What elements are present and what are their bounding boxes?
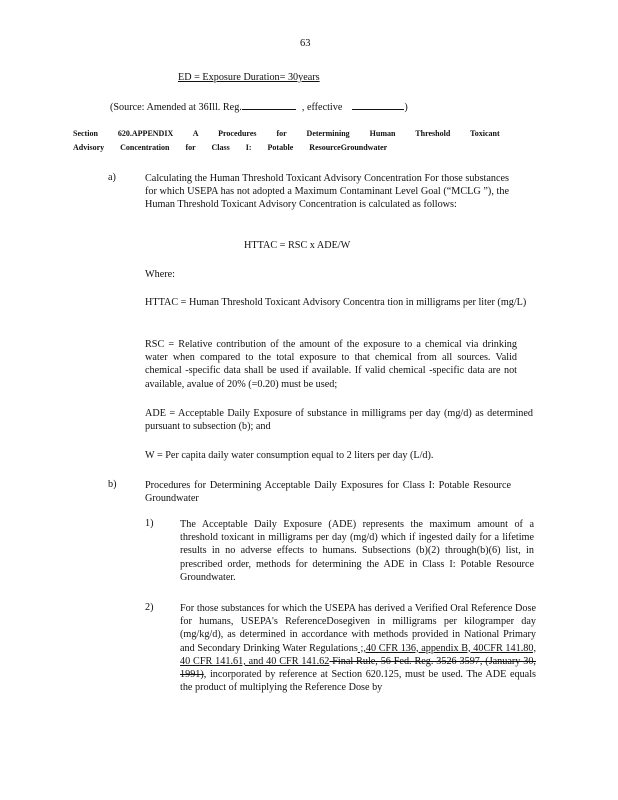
item-a-text: Calculating the Human Threshold Toxicant Advisory Concentration For those substances for which USEPA has not adopted a Maximum Contaminant Level Goal (“MCLG ”), the Human Threshold Toxicant Advisory Concentration is calculated as follows: — [145, 173, 509, 211]
source-mid: , effective — [301, 102, 343, 113]
item-b-text: Procedures for Determining Acceptable Daily Exposures for Class I: Potable Resource Groundwater — [145, 480, 511, 505]
definition-ade: ADE = Acceptable Daily Exposure of substance in milligrams per day (mg/d) as determined pursuant to subsection (b); and — [145, 408, 533, 433]
item-b2-text-before: For those substances for which the USEPA has derived a Verified Oral Reference Dose for humans, USEPA's ReferenceDosegiven in milligrams per kilogramper day (mg/kg/d), as determined in accordance with methods provided in National Primary and Secondary Drinking Water Regulations — [180, 603, 536, 654]
item-b1-text: The Acceptable Daily Exposure (ADE) represents the maximum amount of a threshold toxicant in milligrams per day (mg/d) which if ingested daily for a lifetime results in no adverse effects to humans. Subsections (b)(2) through(b)(6) list, in prescribed order, methods for determining the ADE in Class I: Potable Resource Groundwater. — [180, 519, 534, 583]
page-number: 63 — [300, 38, 311, 49]
item-b2-text-after: , incorporated by reference at Section 620.125, must be used. The ADE equals the product of multiplying the Reference Dose by — [180, 669, 536, 694]
item-b1-marker: 1) — [145, 518, 154, 529]
exposure-duration-line — [178, 72, 320, 83]
item-b-marker: b) — [108, 479, 117, 490]
item-a-marker: a) — [108, 172, 116, 183]
source-suffix: ) — [404, 102, 408, 113]
where-label: Where: — [145, 269, 175, 280]
effective-date-blank — [352, 100, 404, 110]
exposure-duration-text: ED = Exposure Duration= 30years — [178, 72, 320, 83]
register-blank — [242, 100, 296, 110]
item-b2-inserted-text: ;,40 CFR 136, appendix B, 40CFR 141.80, 40 CFR 141.61, and 40 CFR 141.62 — [180, 642, 536, 667]
section-header-line1: Section 620.APPENDIX A Procedures for Determining Human Threshold Toxicant — [73, 129, 500, 138]
item-b2-marker: 2) — [145, 602, 154, 613]
section-header-line2: Advisory Concentration for Class I: Potable ResourceGroundwater — [73, 143, 388, 152]
httac-formula: HTTAC = RSC x ADE/W — [244, 240, 351, 251]
item-b2-struck-text: Final Rule, 56 Fed. Reg. 3526 3597, (January 30, 1991) — [180, 655, 536, 681]
source-prefix: (Source: Amended at 36Ill. Reg. — [110, 102, 242, 113]
definition-httac: HTTAC = Human Threshold Toxicant Advisory Concentra tion in milligrams per liter (mg/L) — [145, 297, 527, 308]
source-note — [110, 100, 408, 113]
definition-w: W = Per capita daily water consumption equal to 2 liters per day (L/d). — [145, 450, 434, 461]
definition-rsc: RSC = Relative contribution of the amount of the exposure to a chemical via drinking water when compared to the total exposure to that chemical from all sources. Valid chemical -specific data shall be used if available. If valid chemical -specific data are not available, avalue of 20% (=0.20) must be used; — [145, 339, 517, 390]
item-b2-text — [180, 602, 536, 694]
section-header — [73, 127, 500, 155]
